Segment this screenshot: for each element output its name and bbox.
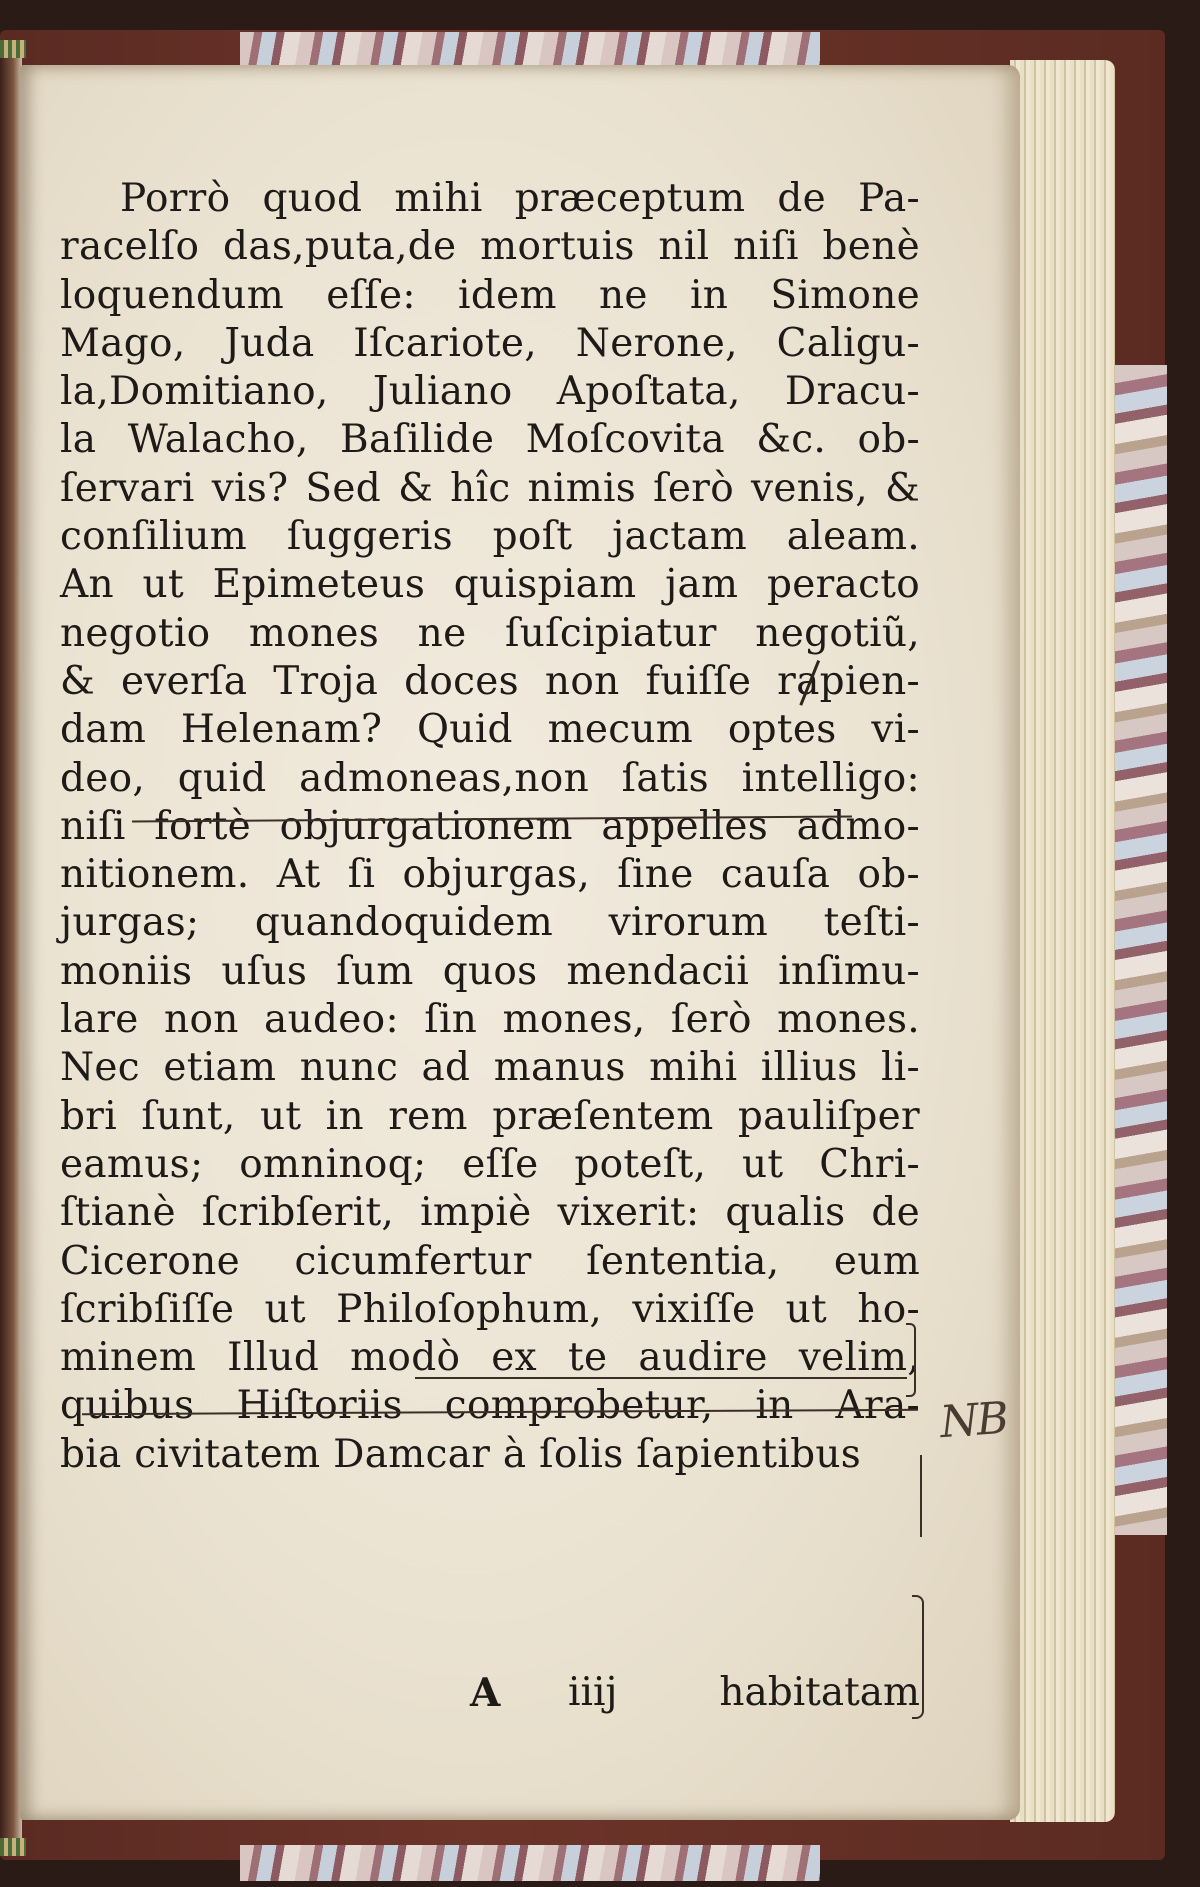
text-line-8: conſilium ſuggeris poſt jactam aleam. — [60, 514, 920, 560]
text-line-24: ſcribſiſſe ut Philoſophum, vixiſſe ut ho- — [60, 1286, 920, 1332]
page-edges — [1010, 60, 1115, 1822]
handwritten-bracket — [912, 1595, 924, 1719]
text-line-19: Nec etiam nunc ad manus mihi illius li- — [60, 1045, 920, 1091]
page-footer — [60, 1670, 920, 1720]
text-line-4: Mago, Juda Iſcariote, Nerone, Caligu- — [60, 320, 920, 366]
text-line-23: Cicerone cicumfertur ſententia, eum — [60, 1238, 920, 1284]
text-line-11: & everſa Troja doces non fuiſſe rapien- — [60, 658, 920, 704]
marbled-endpaper-right — [1115, 365, 1167, 1535]
text-line-20: bri ſunt, ut in rem præſentem pauliſper — [60, 1093, 920, 1139]
text-line-5: la,Domitiano, Juliano Apoſtata, Dracu- — [60, 369, 920, 415]
signature-mark: A — [470, 1670, 501, 1716]
text-line-6: la Walacho, Baſilide Moſcovita &c. ob- — [60, 417, 920, 463]
handwritten-bracket — [914, 1455, 922, 1537]
text-line-17: moniis uſus ſum quos mendacii inſimu- — [60, 948, 920, 994]
headband-bottom — [0, 1838, 26, 1856]
marbled-endpaper-top — [240, 32, 820, 68]
text-line-3: loquendum eſſe: idem ne in Simone — [60, 272, 920, 318]
text-line-18: lare non audeo: ſin mones, ſerò mones. — [60, 997, 920, 1043]
text-line-12: dam Helenam? Quid mecum optes vi- — [60, 707, 920, 753]
text-line-9: An ut Epimeteus quispiam jam peracto — [60, 562, 920, 608]
text-line-27: bia civitatem Damcar à ſolis ſapientibus — [60, 1431, 862, 1477]
book-page — [20, 65, 1020, 1820]
text-line-14: niſi fortè objurgationem appelles admo- — [60, 803, 920, 849]
handwritten-bracket — [906, 1323, 916, 1397]
text-line-7: ſervari vis? Sed & hîc nimis ſerò venis, & — [60, 465, 920, 511]
headband-top — [0, 40, 26, 58]
marbled-endpaper-bottom — [240, 1845, 820, 1881]
handwritten-underline — [415, 1377, 907, 1379]
catchword: habitatam — [719, 1670, 920, 1715]
signature-number: iiij — [568, 1670, 618, 1715]
text-line-25: minem Illud modò ex te audire velim, — [60, 1335, 920, 1381]
book-gutter — [0, 50, 22, 1850]
text-line-10: negotio mones ne ſuſcipiatur negotiũ, — [60, 610, 920, 656]
text-line-2: racelſo das,puta,de mortuis nil niſi benè — [60, 224, 920, 270]
text-line-16: jurgas; quandoquidem virorum teſti- — [60, 900, 920, 946]
body-text — [60, 175, 920, 1479]
text-line-1: Porrò quod mihi præceptum de Pa- — [120, 176, 920, 221]
text-line-15: nitionem. At ſi objurgas, ſine cauſa ob- — [60, 852, 920, 898]
text-line-22: ſtianè ſcribſerit, impiè vixerit: qualis de — [60, 1190, 920, 1236]
text-line-13: deo, quid admoneas,non ſatis intelligo: — [60, 755, 920, 801]
text-line-26: quibus Hiſtoriis comprobetur, in Ara- — [60, 1383, 920, 1429]
marginal-note: NB — [938, 1392, 1009, 1449]
text-line-21: eamus; omninoq; eſſe poteſt, ut Chri- — [60, 1141, 920, 1187]
